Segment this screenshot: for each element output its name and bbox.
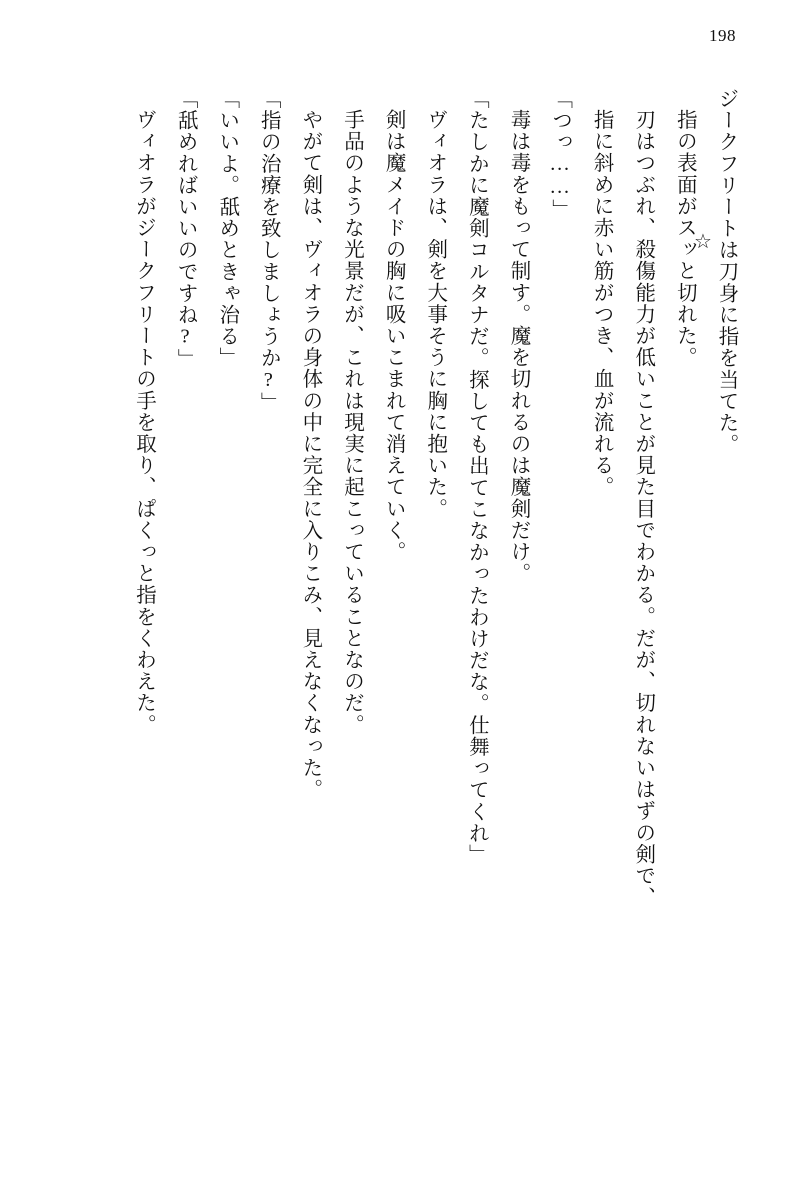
star-scene-marker-icon: ☆	[694, 231, 712, 253]
paragraph: 手品のような光景だが、これは現実に起こっていることなのだ。	[340, 109, 363, 736]
page-number: 198	[709, 26, 736, 45]
paragraph: 「指の治療を致しましょうか?」	[257, 88, 280, 414]
paragraph: 「つっ……」	[548, 88, 571, 221]
paragraph: 「舐めればいいのですね?」	[174, 88, 197, 371]
paragraph: ヴィオラは、剣を大事そうに胸に抱いた。	[423, 109, 446, 520]
paragraph: やがて剣は、ヴィオラの身体の中に完全に入りこみ、見えなくなった。	[298, 109, 321, 801]
paragraph: 毒は毒をもって制す。魔を切れるのは魔剣だけ。	[506, 109, 529, 585]
paragraph: ジークフリートは刀身に指を当てた。	[715, 88, 737, 456]
paragraph: 「たしかに魔剣コルタナだ。探しても出てこなかったわけだな。仕舞ってくれ」	[465, 88, 488, 866]
paragraph: 指に斜めに赤い筋がつき、血が流れる。	[590, 109, 613, 498]
paragraph: ヴィオラがジークフリートの手を取り、ぱくっと指をくわえた。	[132, 109, 155, 736]
page-body-text	[46, 88, 746, 1098]
paragraph: 剣は魔メイドの胸に吸いこまれて消えていく。	[382, 109, 405, 563]
paragraph: 刃はつぶれ、殺傷能力が低いことが見た目でわかる。だが、切れないはずの剣で、	[631, 109, 654, 909]
paragraph: 指の表面がスッと切れた。	[673, 109, 696, 369]
paragraph: 「いいよ。舐めときゃ治る」	[215, 88, 238, 369]
